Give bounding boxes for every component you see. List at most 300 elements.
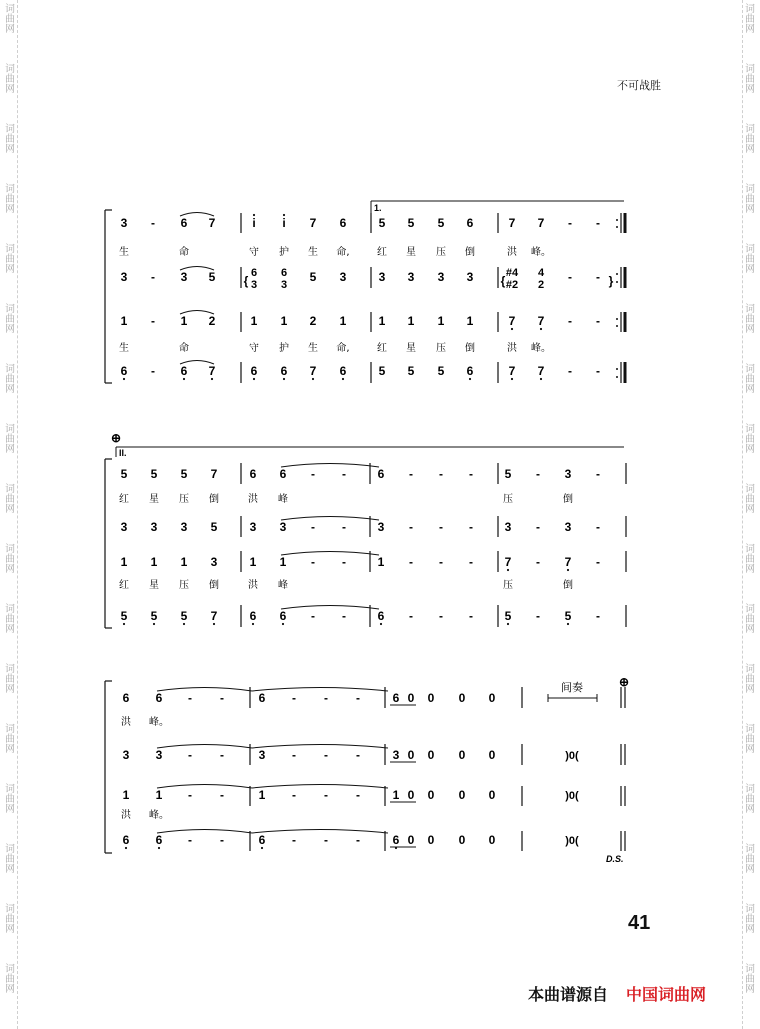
watermark-glyph: 网: [5, 624, 15, 635]
lyric-syllable: 护: [279, 247, 289, 258]
watermark-glyph: 词: [745, 664, 755, 675]
note: 5: [378, 216, 386, 230]
watermark-glyph: 网: [5, 384, 15, 395]
lyric-syllable: 峰: [278, 580, 288, 591]
note: -: [596, 520, 600, 534]
tie-slur: [281, 552, 379, 556]
octave-low-dot: [507, 569, 509, 571]
watermark-glyph: 网: [745, 384, 755, 395]
note: 0: [488, 788, 496, 802]
octave-low-dot: [567, 569, 569, 571]
watermark-glyph: 网: [5, 684, 15, 695]
watermark-glyph: 网: [5, 804, 15, 815]
note: -: [596, 270, 600, 284]
note: -: [324, 748, 328, 762]
tie-slur: [157, 785, 252, 789]
note: i: [252, 216, 256, 230]
watermark-glyph: 词: [5, 604, 15, 615]
lyric-syllable: 洪: [121, 717, 131, 728]
watermark-glyph: 曲: [745, 674, 755, 685]
repeat-dot: [616, 318, 618, 320]
octave-low-dot: [158, 847, 160, 849]
watermark-glyph: 曲: [745, 254, 755, 265]
note: -: [596, 314, 600, 328]
watermark-glyph: 词: [745, 784, 755, 795]
watermark-glyph: 曲: [5, 434, 15, 445]
tie-slur: [252, 745, 388, 749]
lyric-syllable: 守: [249, 343, 259, 354]
chord-note-upper: 4: [537, 267, 545, 279]
note: 6: [339, 216, 347, 230]
watermark-glyph: 词: [745, 964, 755, 975]
note: 1: [180, 555, 188, 569]
note: 3: [120, 270, 128, 284]
repeat-dot: [616, 226, 618, 228]
note: -: [311, 555, 315, 569]
note: -: [311, 609, 315, 623]
lyric-syllable: 命,: [336, 343, 350, 354]
volta-label-second: II.: [119, 448, 127, 458]
note: 6: [280, 364, 288, 378]
watermark-glyph: 曲: [745, 434, 755, 445]
watermark-glyph: 词: [745, 184, 755, 195]
watermark-glyph: 曲: [5, 974, 15, 985]
note: 7: [564, 555, 572, 569]
note: 6: [155, 691, 163, 705]
note: -: [356, 691, 360, 705]
lyric-syllable: 峰。: [531, 247, 551, 258]
note: 1: [466, 314, 474, 328]
note: 7: [210, 609, 218, 623]
lyric-syllable: 命: [179, 247, 189, 258]
watermark-glyph: 曲: [5, 134, 15, 145]
note: -: [568, 216, 572, 230]
watermark-glyph: 网: [5, 24, 15, 35]
note: 5: [309, 270, 317, 284]
note: -: [220, 691, 224, 705]
note: 6: [392, 833, 400, 847]
note: 1: [250, 314, 258, 328]
note: -: [409, 609, 413, 623]
repeat-dot: [616, 325, 618, 327]
repeat-dot: [616, 219, 618, 221]
chord-note-upper: #4: [505, 267, 519, 279]
note: 6: [249, 609, 257, 623]
lyric-syllable: 倒: [465, 247, 475, 258]
watermark-glyph: 网: [5, 924, 15, 935]
watermark-glyph: 曲: [5, 314, 15, 325]
note: 1: [377, 555, 385, 569]
note: 2: [309, 314, 317, 328]
watermark-glyph: 曲: [5, 734, 15, 745]
note: -: [151, 314, 155, 328]
note: 6: [155, 833, 163, 847]
lyric-syllable: 洪: [507, 343, 517, 354]
note: -: [292, 788, 296, 802]
watermark-glyph: 网: [5, 204, 15, 215]
note: 6: [122, 691, 130, 705]
note: 3: [378, 270, 386, 284]
note: -: [342, 467, 346, 481]
chord-note-upper: 6: [280, 267, 288, 279]
note: -: [324, 833, 328, 847]
note: 0: [427, 788, 435, 802]
note: -: [409, 555, 413, 569]
note: 0: [407, 833, 415, 847]
watermark-glyph: 词: [5, 244, 15, 255]
note: 5: [407, 364, 415, 378]
note: 0: [458, 788, 466, 802]
note: 3: [258, 748, 266, 762]
note: 3: [155, 748, 163, 762]
watermark-glyph: 曲: [745, 494, 755, 505]
repeat-dot: [616, 368, 618, 370]
watermark-glyph: 曲: [5, 854, 15, 865]
note: 6: [258, 833, 266, 847]
lyric-syllable: 生: [308, 247, 318, 258]
watermark-glyph: 词: [745, 4, 755, 15]
note: i: [282, 216, 286, 230]
watermark-glyph: 曲: [745, 854, 755, 865]
watermark-glyph: 词: [745, 484, 755, 495]
watermark-glyph: 词: [745, 364, 755, 375]
lyric-syllable: 星: [149, 494, 159, 505]
watermark-glyph: 网: [5, 84, 15, 95]
lyric-syllable: 星: [149, 580, 159, 591]
lyric-syllable: 洪: [248, 580, 258, 591]
watermark-glyph: 词: [745, 304, 755, 315]
lyric-syllable: 压: [436, 343, 446, 354]
note: 5: [564, 609, 572, 623]
watermark-glyph: 曲: [5, 494, 15, 505]
watermark-glyph: 词: [5, 364, 15, 375]
note: 1: [122, 788, 130, 802]
watermark-glyph: 网: [745, 924, 755, 935]
octave-low-dot: [123, 623, 125, 625]
lyric-syllable: 压: [179, 494, 189, 505]
note: 3: [122, 748, 130, 762]
watermark-glyph: 词: [745, 544, 755, 555]
note: 0: [488, 748, 496, 762]
watermark-glyph: 词: [745, 904, 755, 915]
note: 3: [180, 270, 188, 284]
tie-slur: [157, 688, 252, 692]
note: -: [568, 314, 572, 328]
note: -: [536, 467, 540, 481]
note: -: [342, 520, 346, 534]
tie-slur: [252, 785, 388, 789]
note: -: [568, 364, 572, 378]
note: -: [188, 748, 192, 762]
note: -: [469, 520, 473, 534]
footer-prefix: 本曲谱源自: [528, 985, 609, 1004]
watermark-glyph: 网: [745, 804, 755, 815]
note: -: [188, 691, 192, 705]
note: -: [188, 833, 192, 847]
lyric-syllable: 命,: [336, 247, 350, 258]
note: -: [409, 520, 413, 534]
lyric-syllable: 命: [179, 343, 189, 354]
octave-low-dot: [252, 623, 254, 625]
repeat-dot: [616, 376, 618, 378]
rest-mark: )0(: [565, 835, 579, 847]
note: 5: [437, 216, 445, 230]
watermark-glyph: 词: [5, 4, 15, 15]
note: 2: [208, 314, 216, 328]
lyric-syllable: 峰。: [149, 717, 169, 728]
note: 7: [309, 216, 317, 230]
note: 3: [150, 520, 158, 534]
note: 3: [180, 520, 188, 534]
note: -: [536, 520, 540, 534]
note: 5: [150, 609, 158, 623]
watermark-glyph: 词: [745, 424, 755, 435]
repeat-dot: [616, 281, 618, 283]
volta-label-first: 1.: [374, 203, 382, 213]
source-footer: [528, 982, 706, 1005]
octave-low-dot: [125, 847, 127, 849]
watermark-glyph: 曲: [5, 554, 15, 565]
note: 7: [504, 555, 512, 569]
note: 5: [208, 270, 216, 284]
lyric-syllable: 压: [503, 494, 513, 505]
octave-high-dot: [253, 214, 255, 216]
note: -: [220, 788, 224, 802]
watermark-glyph: 网: [5, 444, 15, 455]
note: 5: [504, 467, 512, 481]
note: 6: [339, 364, 347, 378]
lyric-syllable: 红: [119, 580, 129, 591]
lyric-syllable: 生: [308, 343, 318, 354]
note: -: [439, 555, 443, 569]
lyric-syllable: 压: [436, 247, 446, 258]
watermark-glyph: 网: [745, 504, 755, 515]
watermark-glyph: 词: [5, 844, 15, 855]
note: 6: [392, 691, 400, 705]
chord-note-upper: 6: [250, 267, 258, 279]
note: 0: [458, 748, 466, 762]
note: -: [469, 555, 473, 569]
watermark-glyph: 曲: [5, 14, 15, 25]
lyric-syllable: 倒: [563, 494, 573, 505]
tie-slur: [281, 464, 379, 468]
note: 7: [508, 314, 516, 328]
watermark-glyph: 曲: [5, 74, 15, 85]
note: 3: [564, 520, 572, 534]
octave-low-dot: [183, 623, 185, 625]
brace-right: }: [608, 274, 614, 288]
watermark-glyph: 曲: [745, 194, 755, 205]
note: -: [469, 467, 473, 481]
watermark-glyph: 曲: [5, 794, 15, 805]
ds-label: D.S.: [606, 854, 624, 864]
watermark-glyph: 词: [5, 184, 15, 195]
note: -: [151, 364, 155, 378]
octave-low-dot: [342, 378, 344, 380]
note: -: [356, 748, 360, 762]
note: 6: [279, 467, 287, 481]
note: 6: [249, 467, 257, 481]
watermark-glyph: 网: [745, 324, 755, 335]
brace-left: {: [500, 274, 506, 288]
watermark-glyph: 网: [745, 84, 755, 95]
octave-low-dot: [540, 328, 542, 330]
note: 3: [210, 555, 218, 569]
note: 3: [249, 520, 257, 534]
tie-slur: [157, 745, 252, 749]
watermark-glyph: 词: [5, 544, 15, 555]
watermark-glyph: 网: [5, 864, 15, 875]
octave-high-dot: [283, 214, 285, 216]
watermark-glyph: 曲: [745, 74, 755, 85]
lyric-syllable: 红: [377, 247, 387, 258]
octave-low-dot: [253, 378, 255, 380]
interlude-label: 间奏: [561, 681, 583, 694]
note: 5: [120, 467, 128, 481]
watermark-glyph: 词: [5, 724, 15, 735]
lyric-syllable: 峰。: [531, 343, 551, 354]
note: 5: [180, 467, 188, 481]
octave-low-dot: [183, 378, 185, 380]
note: 0: [407, 788, 415, 802]
watermark-glyph: 网: [5, 264, 15, 275]
note: -: [596, 555, 600, 569]
lyric-syllable: 护: [279, 343, 289, 354]
note: 0: [427, 748, 435, 762]
watermark-glyph: 曲: [745, 134, 755, 145]
note: -: [439, 609, 443, 623]
note: 1: [392, 788, 400, 802]
note: -: [356, 833, 360, 847]
watermark-glyph: 词: [5, 964, 15, 975]
note: 1: [249, 555, 257, 569]
watermark-glyph: 曲: [745, 734, 755, 745]
note: -: [596, 609, 600, 623]
watermark-glyph: 词: [5, 904, 15, 915]
note: -: [342, 555, 346, 569]
note: -: [311, 520, 315, 534]
lyric-syllable: 星: [406, 343, 416, 354]
chord-note-lower: 3: [250, 279, 258, 291]
lyric-syllable: 洪: [121, 810, 131, 821]
note: 7: [208, 364, 216, 378]
lyric-syllable: 红: [377, 343, 387, 354]
note: 5: [120, 609, 128, 623]
note: 5: [210, 520, 218, 534]
watermark-glyph: 曲: [745, 794, 755, 805]
note: 1: [279, 555, 287, 569]
octave-low-dot: [507, 623, 509, 625]
note: 3: [504, 520, 512, 534]
chord-note-lower: 3: [280, 279, 288, 291]
watermark-glyph: 网: [5, 984, 15, 995]
watermark-glyph: 曲: [745, 314, 755, 325]
octave-low-dot: [312, 378, 314, 380]
note: 1: [280, 314, 288, 328]
note: 5: [378, 364, 386, 378]
note: 6: [250, 364, 258, 378]
watermark-glyph: 网: [745, 684, 755, 695]
lyric-syllable: 红: [119, 494, 129, 505]
octave-low-dot: [283, 378, 285, 380]
repeat-dot: [616, 273, 618, 275]
watermark-glyph: 词: [5, 664, 15, 675]
note: 6: [120, 364, 128, 378]
watermark-glyph: 网: [5, 324, 15, 335]
watermark-glyph: 曲: [745, 554, 755, 565]
watermark-glyph: 曲: [5, 374, 15, 385]
note: 5: [407, 216, 415, 230]
watermark-glyph: 词: [745, 844, 755, 855]
footer-site-link[interactable]: 中国词曲网: [626, 985, 707, 1004]
note: -: [292, 833, 296, 847]
note: -: [439, 520, 443, 534]
watermark-glyph: 曲: [745, 14, 755, 25]
note: -: [568, 270, 572, 284]
note: 1: [437, 314, 445, 328]
octave-low-dot: [540, 378, 542, 380]
note: -: [220, 833, 224, 847]
watermark-glyph: 网: [745, 264, 755, 275]
watermark-glyph: 网: [745, 564, 755, 575]
note: 1: [150, 555, 158, 569]
note: 0: [488, 833, 496, 847]
lyric-syllable: 生: [119, 247, 129, 258]
chord-note-lower: 2: [537, 279, 545, 291]
note: -: [536, 609, 540, 623]
note: 6: [180, 364, 188, 378]
watermark-glyph: 网: [745, 744, 755, 755]
note: -: [596, 364, 600, 378]
note: 6: [377, 609, 385, 623]
watermark-glyph: 曲: [5, 914, 15, 925]
note: -: [469, 609, 473, 623]
lyric-syllable: 守: [249, 247, 259, 258]
watermark-glyph: 词: [5, 124, 15, 135]
note: 0: [458, 691, 466, 705]
watermark-glyph: 曲: [5, 254, 15, 265]
chord-note-lower: #2: [505, 279, 519, 291]
note: 1: [258, 788, 266, 802]
watermark-glyph: 网: [745, 204, 755, 215]
lyric-syllable: 洪: [248, 494, 258, 505]
note: -: [311, 467, 315, 481]
note: 7: [537, 314, 545, 328]
lyric-syllable: 倒: [465, 343, 475, 354]
note: 1: [120, 314, 128, 328]
rest-mark: )0(: [565, 790, 579, 802]
note: 5: [504, 609, 512, 623]
note: 1: [407, 314, 415, 328]
note: 1: [120, 555, 128, 569]
note: 0: [407, 748, 415, 762]
watermark-glyph: 词: [5, 304, 15, 315]
lyric-syllable: 生: [119, 343, 129, 354]
lyric-syllable: 倒: [209, 494, 219, 505]
note: -: [596, 467, 600, 481]
note: 6: [466, 364, 474, 378]
note: -: [292, 691, 296, 705]
note: 5: [150, 467, 158, 481]
note: 3: [407, 270, 415, 284]
watermark-glyph: 曲: [745, 914, 755, 925]
watermark-glyph: 网: [5, 744, 15, 755]
watermark-glyph: 曲: [5, 674, 15, 685]
note: 3: [377, 520, 385, 534]
page-number: 41: [628, 912, 651, 934]
watermark-glyph: 曲: [745, 974, 755, 985]
octave-low-dot: [211, 378, 213, 380]
